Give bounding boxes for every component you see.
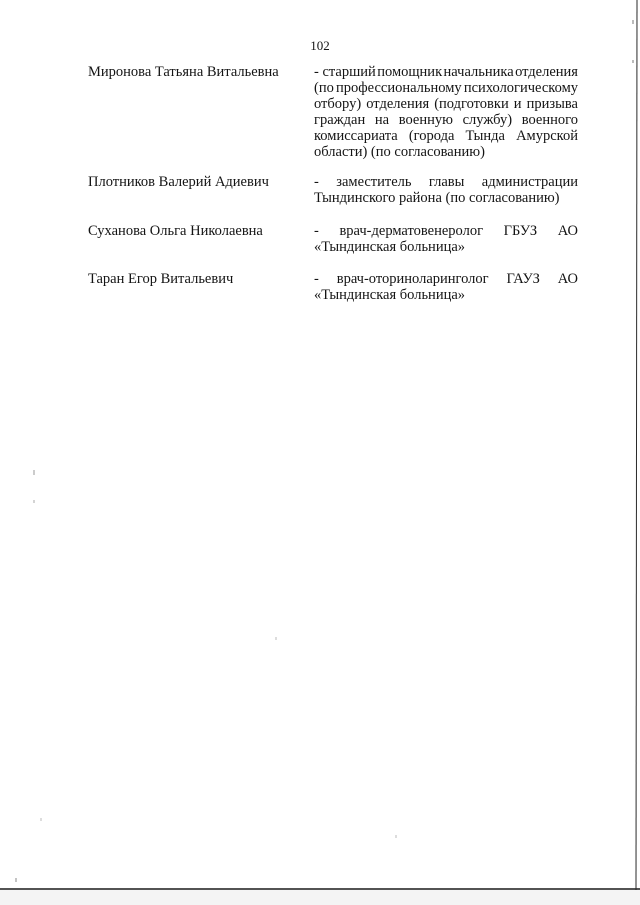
role-word: области) (по согласованию)	[314, 144, 485, 160]
page-number: 102	[310, 38, 330, 53]
role-line	[314, 144, 578, 160]
role-word: отделения	[366, 96, 430, 112]
role-line	[314, 271, 578, 287]
role-word: (подготовки	[434, 96, 509, 112]
role-word: главы	[428, 174, 465, 190]
role-word: комиссариата	[314, 128, 398, 144]
role-word: «Тындинская больница»	[314, 239, 466, 255]
person-name: Таран Егор Витальевич	[88, 271, 234, 287]
role-word: Тындинского района (по согласованию)	[314, 190, 560, 206]
role-line	[314, 96, 578, 112]
role-word: граждан	[314, 112, 366, 128]
role-word: отбору)	[314, 96, 362, 112]
role-word: врач-дерматовенеролог	[339, 223, 484, 239]
role-word: Тында	[465, 128, 505, 144]
role-word: военного	[521, 112, 578, 128]
role-line	[314, 174, 578, 190]
role-line	[314, 239, 578, 255]
role-word: (города	[408, 128, 455, 144]
role-word: начальника	[443, 64, 514, 80]
role-word: -	[314, 223, 319, 239]
role-word: призыва	[526, 96, 578, 112]
person-role	[314, 223, 578, 255]
role-word: профессиональному	[336, 80, 462, 96]
right-scan-edge	[636, 0, 637, 890]
person-name: Плотников Валерий Адиевич	[88, 174, 269, 190]
role-line	[314, 128, 578, 144]
role-word: службу)	[462, 112, 513, 128]
person-role	[314, 174, 578, 206]
role-line	[314, 112, 578, 128]
role-word: - старший	[314, 64, 376, 80]
role-line	[314, 190, 578, 206]
person-name: Суханова Ольга Николаевна	[88, 223, 263, 239]
role-word: АО	[557, 271, 578, 287]
role-word: Амурской	[516, 128, 578, 144]
role-word: (по	[314, 80, 334, 96]
role-word: отделения	[515, 64, 578, 80]
role-word: ГБУЗ	[503, 223, 538, 239]
person-role	[314, 271, 578, 303]
role-word: АО	[557, 223, 578, 239]
person-name: Миронова Татьяна Витальевна	[88, 64, 279, 80]
role-word: психологическому	[463, 80, 578, 96]
role-word: и	[513, 96, 522, 112]
bottom-scan-margin	[0, 890, 640, 905]
role-word: -	[314, 271, 319, 287]
role-word: военную	[398, 112, 453, 128]
role-line	[314, 223, 578, 239]
role-word: помощник	[377, 64, 443, 80]
role-word: ГАУЗ	[506, 271, 540, 287]
role-word: врач-оториноларинголог	[336, 271, 489, 287]
person-role	[314, 64, 578, 160]
role-line	[314, 287, 578, 303]
role-word: на	[374, 112, 390, 128]
role-word: «Тындинская больница»	[314, 287, 466, 303]
role-word: -	[314, 174, 319, 190]
role-line	[314, 80, 578, 96]
role-line	[314, 64, 578, 80]
role-word: заместитель	[336, 174, 412, 190]
role-word: администрации	[481, 174, 578, 190]
